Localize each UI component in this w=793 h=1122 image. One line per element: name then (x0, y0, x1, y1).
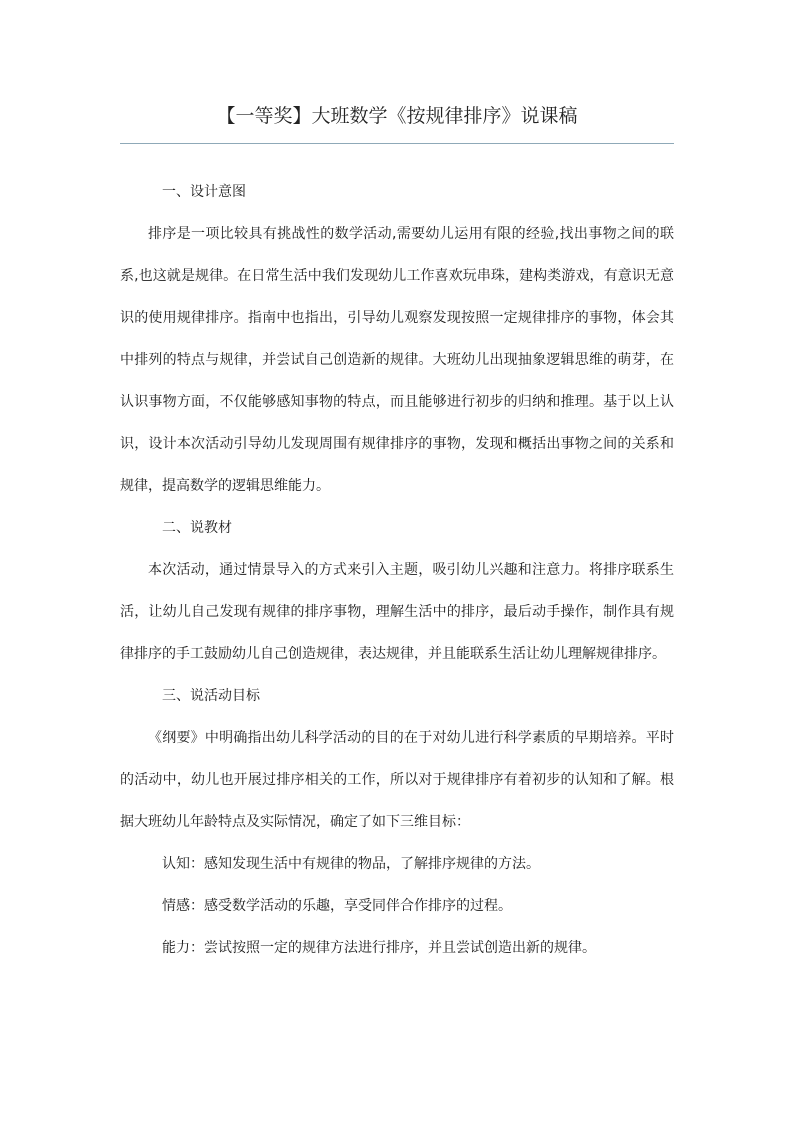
section-heading-design-intent: 一、设计意图 (162, 184, 246, 200)
paragraph-activity-goals: 《纲要》中明确指出幼儿科学活动的目的在于对幼儿进行科学素质的早期培养。平时的活动中，幼儿也开展过排序相关的工作，所以对于规律排序有着初步的认知和了解。根据大班幼儿年龄特点及实际情况，确定了如下三维目标： (120, 730, 674, 830)
goal-ability: 能力：尝试按照一定的规律方法进行排序，并且尝试创造出新的规律。 (162, 940, 596, 956)
paragraph-design-intent: 排序是一项比较具有挑战性的数学活动,需要幼儿运用有限的经验,找出事物之间的联系,也这就是规律。在日常生活中我们发现幼儿工作喜欢玩串珠，建构类游戏，有意识无意识的使用规律排序。指南中也指出，引导幼儿观察发现按照一定规律排序的事物，体会其中排列的特点与规律，并尝试自己创造新的规律。大班幼儿出现抽象逻辑思维的萌芽，在认识事物方面，不仅能够感知事物的特点，而且能够进行初步的归纳和推理。基于以上认识，设计本次活动引导幼儿发现周围有规律排序的事物，发现和概括出事物之间的关系和规律，提高数学的逻辑思维能力。 (120, 226, 674, 494)
section-heading-teaching-material: 二、说教材 (162, 520, 232, 536)
section-heading-activity-goals: 三、说活动目标 (162, 688, 260, 704)
paragraph-teaching-material: 本次活动，通过情景导入的方式来引入主题，吸引幼儿兴趣和注意力。将排序联系生活，让幼儿自己发现有规律的排序事物，理解生活中的排序，最后动手操作，制作具有规律排序的手工鼓励幼儿自己创造规律，表达规律，并且能联系生活让幼儿理解规律排序。 (120, 562, 674, 662)
document-title: 【一等奖】大班数学《按规律排序》说课稿 (216, 105, 578, 127)
title-divider (120, 143, 674, 144)
document-body (120, 171, 674, 969)
goal-cognition: 认知：感知发现生活中有规律的物品，了解排序规律的方法。 (162, 856, 540, 872)
goal-emotion: 情感：感受数学活动的乐趣，享受同伴合作排序的过程。 (162, 898, 512, 914)
